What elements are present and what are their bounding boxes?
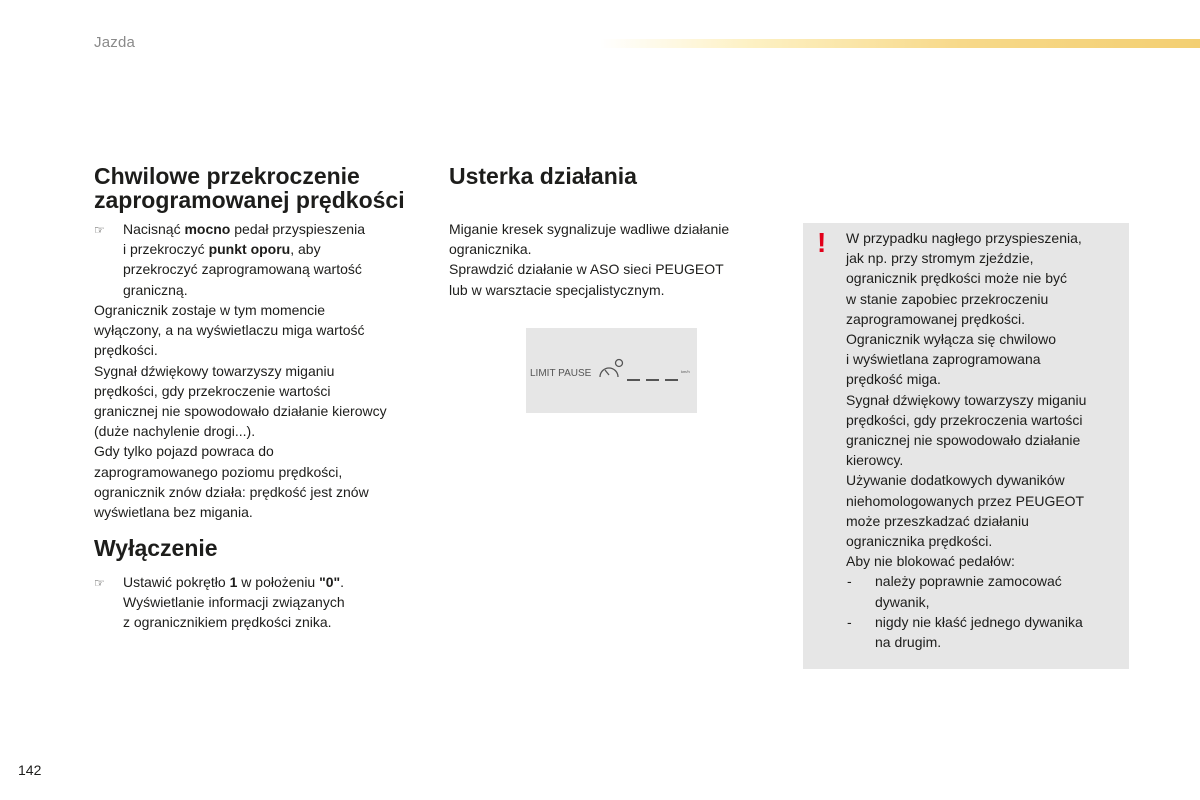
warning-line: Używanie dodatkowych dywaników	[846, 472, 1065, 489]
paragraph-line: (duże nachylenie drogi...).	[94, 423, 256, 440]
dash-item-line: należy poprawnie zamocować	[875, 573, 1062, 590]
pointing-hand-icon: ☞	[94, 576, 105, 590]
malfunction-paragraph	[449, 219, 769, 300]
paragraph-line: ogranicznik znów działa: prędkość jest znów	[94, 483, 369, 500]
paragraph-line: Miganie kresek sygnalizuje wadliwe działanie	[449, 221, 730, 237]
warning-line: Aby nie blokować pedałów:	[846, 553, 1015, 570]
page-number: 142	[18, 762, 42, 778]
warning-line: Sygnał dźwiękowy towarzyszy miganiu	[846, 391, 1087, 408]
paragraph-line: Ogranicznik zostaje w tym momencie	[94, 302, 326, 318]
warning-text	[846, 228, 1121, 652]
dash-item-line: nigdy nie kłaść jednego dywanika	[875, 613, 1083, 630]
bullet-text: Nacisnąć	[123, 221, 185, 237]
off-bullet-instruction	[94, 572, 424, 633]
bullet-bold: punkt oporu	[208, 241, 291, 258]
bullet-text: z ogranicznikiem prędkości znika.	[123, 614, 332, 631]
paragraph-line: Gdy tylko pojazd powraca do	[94, 443, 274, 460]
warning-box	[803, 223, 1129, 669]
bullet-text: przekroczyć zaprogramowaną wartość	[123, 261, 362, 278]
paragraph-line: prędkości.	[94, 342, 158, 359]
pointing-hand-icon: ☞	[94, 223, 105, 237]
dash-item	[846, 612, 1121, 652]
left-paragraph	[94, 300, 424, 522]
speedometer-limit-icon	[600, 360, 623, 378]
warning-line: prędkości, gdy przekroczenia wartości	[846, 411, 1083, 428]
paragraph-line: wyłączony, a na wyświetlaczu miga wartość	[94, 322, 365, 339]
off-section-title: Wyłączenie	[94, 535, 218, 561]
warning-line: jak np. przy stromym zjeździe,	[846, 250, 1034, 267]
bullet-text: graniczną.	[123, 281, 188, 298]
dash-item	[846, 571, 1121, 611]
bullet-text: .	[340, 574, 345, 590]
dash-marker: -	[847, 613, 852, 630]
dash-marker: -	[847, 573, 852, 590]
display-label: LIMIT PAUSE	[530, 368, 592, 379]
display-unit: km/h	[681, 369, 690, 374]
bullet-bold: "0"	[319, 574, 341, 590]
section-label: Jazda	[94, 34, 136, 51]
limiter-display-graphic	[526, 328, 697, 413]
warning-line: Ogranicznik wyłącza się chwilowo	[846, 331, 1057, 348]
dash-item-line: na drugim.	[875, 634, 942, 651]
warning-line: kierowcy.	[846, 452, 904, 469]
paragraph-line: lub w warsztacie specjalistycznym.	[449, 281, 665, 298]
dash-item-line: dywanik,	[875, 593, 930, 610]
warning-line: W przypadku nagłego przyspieszenia,	[846, 230, 1082, 246]
paragraph-line: zaprogramowanego poziomu prędkości,	[94, 463, 343, 480]
bullet-text: Ustawić pokrętło	[123, 574, 230, 590]
bullet-text: Wyświetlanie informacji związanych	[123, 594, 345, 611]
bullet-bold: mocno	[184, 221, 231, 237]
bullet-instruction	[94, 219, 424, 300]
paragraph-line: granicznej nie spowodowało działanie kierowcy	[94, 403, 387, 420]
paragraph-line: prędkości, gdy przekroczenie wartości	[94, 382, 331, 399]
bullet-text: pedał przyspieszenia	[230, 221, 365, 237]
section-title-line2: zaprogramowanej prędkości	[94, 187, 405, 213]
malfunction-title: Usterka działania	[449, 163, 637, 189]
bullet-text: i przekroczyć	[123, 241, 209, 258]
header-accent-bar	[600, 39, 1200, 48]
paragraph-line: Sprawdzić działanie w ASO sieci PEUGEOT	[449, 261, 724, 278]
warning-line: może przeszkadzać działaniu	[846, 512, 1029, 529]
bullet-bold: 1	[229, 574, 238, 590]
bullet-text: , aby	[290, 241, 321, 258]
paragraph-line: wyświetlana bez migania.	[94, 504, 253, 521]
warning-line: niehomologowanych przez PEUGEOT	[846, 492, 1085, 509]
section-title-line1: Chwilowe przekroczenie	[94, 163, 360, 189]
paragraph-line: Sygnał dźwiękowy towarzyszy miganiu	[94, 362, 335, 379]
warning-line: ogranicznika prędkości.	[846, 533, 993, 550]
warning-line: granicznej nie spowodowało działanie	[846, 432, 1081, 449]
bullet-text: w położeniu	[237, 574, 320, 590]
warning-line: i wyświetlana zaprogramowana	[846, 351, 1041, 368]
warning-line: prędkość miga.	[846, 371, 941, 388]
warning-line: w stanie zapobiec przekroczeniu	[846, 290, 1049, 307]
limiter-display-image	[526, 328, 697, 413]
warning-line: zaprogramowanej prędkości.	[846, 310, 1025, 327]
warning-line: ogranicznik prędkości może nie być	[846, 270, 1067, 287]
paragraph-line: ogranicznika.	[449, 241, 532, 258]
exclamation-icon: !	[817, 227, 827, 258]
